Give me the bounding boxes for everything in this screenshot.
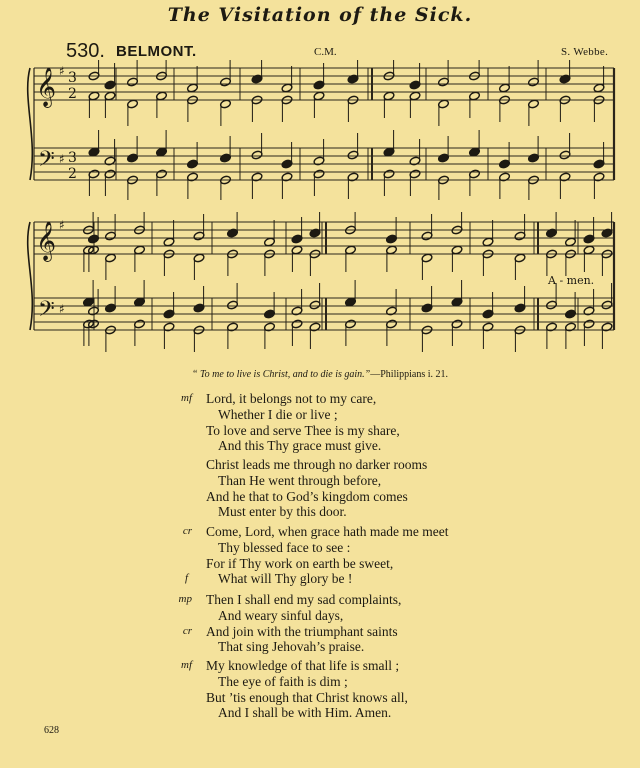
- stanza-2: [150, 457, 570, 520]
- lyric-line: Christ leads me through no darker rooms: [206, 457, 428, 472]
- dynamic-marking: cr: [182, 624, 192, 637]
- lyric-line: And he that to God’s kingdom comes: [206, 488, 408, 504]
- treble-clef: 𝄞: [36, 221, 57, 261]
- lyric-line: And this Thy grace must give.: [218, 438, 382, 454]
- dynamic-marking: mf: [181, 659, 192, 671]
- lyric-line: For if Thy work on earth be sweet,: [206, 555, 394, 571]
- stanza-line: [150, 658, 570, 674]
- stanza-line: [150, 524, 570, 540]
- stanza-line: [150, 457, 570, 473]
- stanza-5: [150, 658, 570, 721]
- stanza-line: [150, 624, 570, 640]
- composer-name: S. Webbe.: [561, 46, 609, 58]
- stanza-line: [150, 423, 570, 439]
- stanza-4: [150, 592, 570, 655]
- scripture-epigraph: [0, 369, 640, 380]
- page-header-title: The Visitation of the Sick.: [167, 4, 473, 26]
- stanza-1: [150, 391, 570, 454]
- lyric-line: Must enter by this door.: [218, 504, 347, 520]
- stanza-line: [150, 690, 570, 706]
- lyric-line: Lord, it belongs not to my care,: [206, 391, 377, 406]
- lyric-line: Than He went through before,: [218, 472, 382, 488]
- key-signature-sharp: ♯: [59, 218, 65, 232]
- lyric-line: My knowledge of that life is small ;: [206, 658, 400, 673]
- dynamic-marking: f: [184, 572, 188, 585]
- key-signature-sharp: ♯: [59, 302, 65, 316]
- stanza-line: [150, 556, 570, 572]
- key-signature-sharp: ♯: [59, 152, 65, 166]
- treble-clef: 𝄞: [36, 67, 57, 107]
- lyric-line: Then I shall end my sad complaints,: [206, 592, 402, 607]
- bass-clef: 𝄢: [38, 147, 55, 177]
- amen-label: A - men.: [548, 274, 595, 287]
- dynamic-marking: mf: [181, 392, 192, 404]
- lyric-line: And weary sinful days,: [218, 607, 344, 623]
- page-number: 628: [44, 725, 59, 736]
- stanza-line: [150, 438, 570, 454]
- lyric-line: The eye of faith is dim ;: [218, 673, 348, 689]
- stanza-line: [150, 674, 570, 690]
- scripture-quote: “ To me to live is Christ, and to die is gain.”: [191, 369, 371, 380]
- lyric-line: Whether I die or live ;: [218, 406, 338, 422]
- stanza-3: [150, 524, 570, 587]
- stanza-line: [150, 391, 570, 407]
- lyric-line: What will Thy glory be !: [218, 571, 353, 587]
- music-system-1: [0, 60, 640, 200]
- stanza-line: [150, 705, 570, 721]
- system-brace: [28, 222, 33, 330]
- dynamic-marking: mp: [178, 593, 192, 605]
- time-signature: 2: [68, 166, 77, 182]
- music-system-2: [0, 212, 640, 352]
- scripture-reference: —Philippians i. 21.: [370, 369, 449, 380]
- stanza-line: [150, 540, 570, 556]
- lyric-line: But ’tis enough that Christ knows all,: [206, 689, 408, 705]
- stanza-line: [150, 504, 570, 520]
- dynamic-marking: cr: [182, 525, 192, 537]
- stanza-line: [150, 639, 570, 655]
- stanza-line: [150, 608, 570, 624]
- tune-name: BELMONT.: [116, 43, 197, 60]
- lyric-line: To love and serve Thee is my share,: [206, 422, 400, 438]
- hymn-number: 530.: [66, 40, 105, 62]
- time-signature: 3: [68, 70, 77, 86]
- lyric-line: That sing Jehovah’s praise.: [218, 639, 365, 655]
- lyric-line: And I shall be with Him. Amen.: [218, 705, 392, 721]
- bass-clef: 𝄢: [38, 297, 55, 327]
- time-signature: 2: [68, 86, 77, 102]
- stanza-line: [150, 571, 570, 587]
- lyric-line: And join with the triumphant saints: [206, 623, 398, 639]
- lyric-line: Come, Lord, when grace hath made me meet: [206, 524, 449, 539]
- time-signature: 3: [68, 150, 77, 166]
- stanza-line: [150, 592, 570, 608]
- lyric-line: Thy blessed face to see :: [218, 539, 351, 555]
- stanza-line: [150, 473, 570, 489]
- system-brace: [28, 68, 33, 180]
- stanza-line: [150, 407, 570, 423]
- meter: C.M.: [314, 46, 337, 58]
- stanza-line: [150, 489, 570, 505]
- key-signature-sharp: ♯: [59, 64, 65, 78]
